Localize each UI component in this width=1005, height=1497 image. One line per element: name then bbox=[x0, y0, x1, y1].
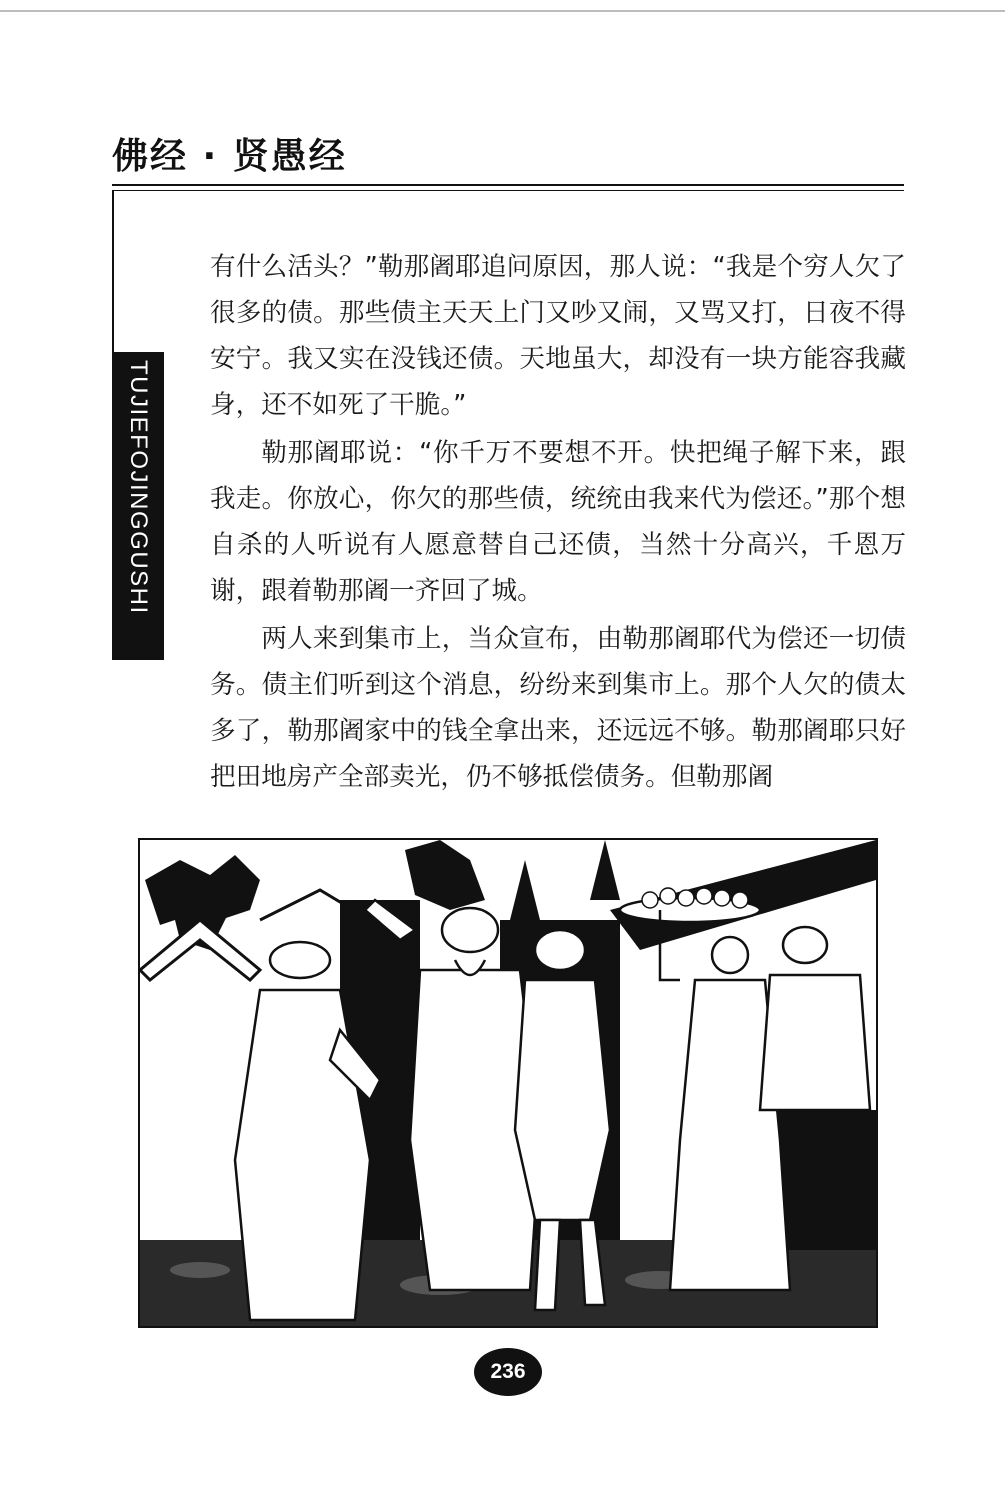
market-scene-illustration bbox=[138, 838, 878, 1328]
page-header-title: 佛经 · 贤愚经 bbox=[112, 136, 347, 177]
side-tab-label: TUJIEFOJINGGUSHI bbox=[125, 360, 152, 615]
body-text bbox=[210, 244, 906, 802]
header-rule-thin bbox=[112, 190, 904, 191]
header-rule bbox=[112, 184, 904, 186]
paragraph: 有什么活头？”勒那阇耶追问原因，那人说：“我是个穷人欠了很多的债。那些债主天天上门又吵又闹，又骂又打，日夜不得安宁。我又实在没钱还债。天地虽大，却没有一块方能容我藏身，还不如死了干脆。” bbox=[210, 252, 906, 420]
illustration-drawing bbox=[140, 840, 876, 1326]
page-number-badge: 236 bbox=[474, 1348, 542, 1396]
top-rule bbox=[0, 10, 1005, 12]
paragraph: 两人来到集市上，当众宣布，由勒那阇耶代为偿还一切债务。债主们听到这个消息，纷纷来到集市上。那个人欠的债太多了，勒那阇家中的钱全拿出来，还远远不够。勒那阇耶只好把田地房产全部卖光，仍不够抵偿债务。但勒那阇 bbox=[210, 624, 906, 792]
paragraph: 勒那阇耶说：“你千万不要想不开。快把绳子解下来，跟我走。你放心，你欠的那些债，统统由我来代为偿还。”那个想自杀的人听说有人愿意替自己还债，当然十分高兴，千恩万谢，跟着勒那阇一齐回了城。 bbox=[210, 438, 906, 606]
